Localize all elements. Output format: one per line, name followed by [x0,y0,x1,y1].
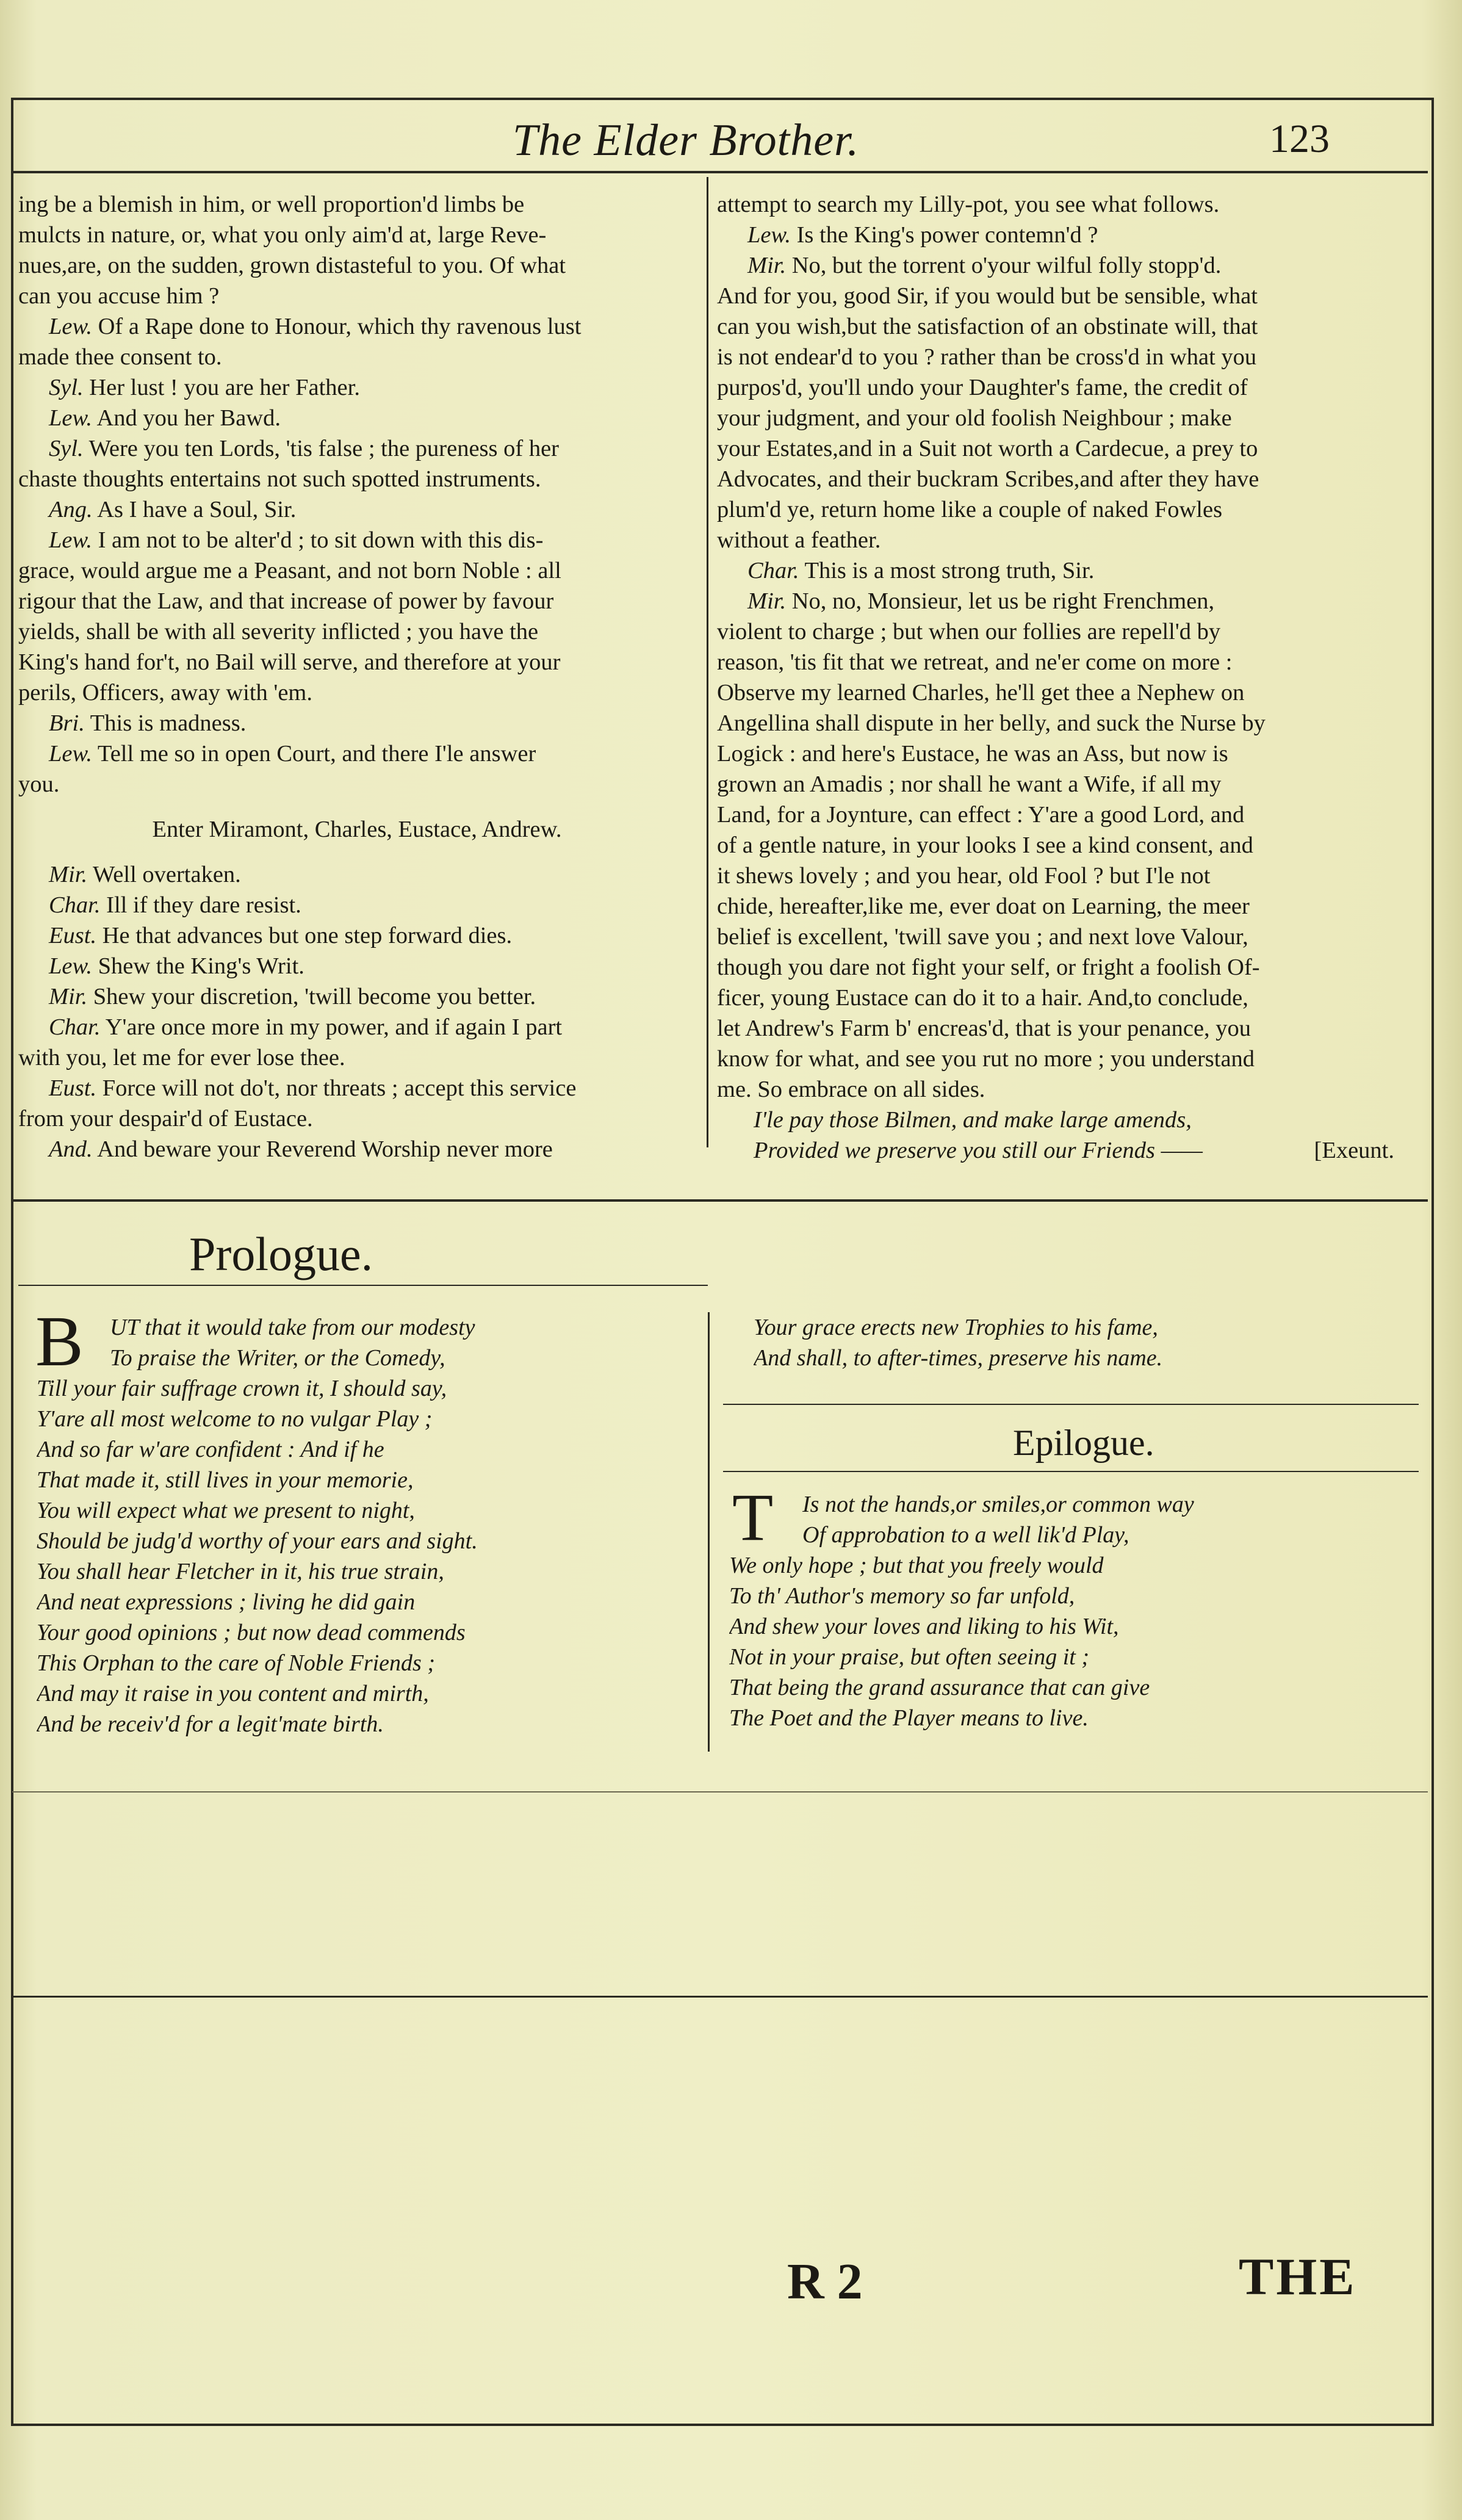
page-header [12,104,1428,171]
text-line: from your despair'd of Eustace. [18,1106,313,1132]
speaker-name: Mir. [747,588,787,614]
speaker-name: And. [49,1136,93,1162]
text-line: rigour that the Law, and that increase of power by favour [18,588,554,614]
speech-line [18,708,696,738]
verse-line: And may it raise in you content and mirth, [37,1681,429,1706]
speaker-name: Lew. [747,222,791,248]
faint-rule [12,1791,1428,1793]
text-line: Observe my learned Charles, he'll get thee a Nephew on [717,680,1245,706]
signature-mark: R 2 [787,2253,863,2310]
text-line: chaste thoughts entertains not such spotted instruments. [18,466,541,492]
verse-line: This Orphan to the care of Noble Friends ; [37,1650,435,1676]
verse-line: Not in your praise, but often seeing it ; [729,1644,1090,1670]
lower-rule [12,1996,1428,1998]
prologue-dropcap: B [35,1301,84,1381]
prologue-verse [35,1301,702,1739]
stage-direction: Enter Miramont, Charles, Eustace, Andrew. [152,817,562,842]
text-line: ficer, young Eustace can do it to a hair. And,to conclude, [717,985,1248,1011]
prologue-continued [754,1312,1419,1373]
speech-line [18,311,696,342]
speech-text: This is madness. [84,710,247,736]
verse-line: And neat expressions ; living he did gain [37,1589,416,1615]
speech-text: Ill if they dare resist. [100,892,301,918]
closing-couplet-line: I'le pay those Bilmen, and make large amends, [754,1107,1192,1133]
text-line: Land, for a Joynture, can effect : Y'are a good Lord, and [717,802,1245,828]
running-title: The Elder Brother. [513,115,860,165]
verse-line: You will expect what we present to night, [37,1498,415,1523]
verse-divider [708,1312,710,1752]
speech-line [18,890,696,920]
speech-text: Her lust ! you are her Father. [83,375,360,400]
text-line: grown an Amadis ; nor shall he want a Wife, if all my [717,771,1222,797]
speaker-name: Lew. [49,314,92,339]
text-line: it shews lovely ; and you hear, old Fool ? but I'le not [717,863,1211,889]
speech-text: Shew your discretion, 'twill become you better. [87,984,536,1009]
text-line: And for you, good Sir, if you would but be sensible, what [717,283,1258,309]
text-line: plum'd ye, return home like a couple of naked Fowles [717,497,1223,522]
speech-text: Y'are once more in my power, and if again I part [100,1014,563,1040]
speaker-name: Eust. [49,1075,97,1101]
speech-text: Of a Rape done to Honour, which thy ravenous lust [92,314,582,339]
speech-line [717,555,1394,586]
epilogue-rule [723,1471,1419,1472]
verse-line: You shall hear Fletcher in it, his true strain, [37,1559,444,1584]
speaker-name: Syl. [49,436,84,461]
verse-line: And be receiv'd for a legit'mate birth. [37,1711,384,1737]
speaker-name: Mir. [747,253,787,278]
right-column [717,189,1394,1166]
speech-text: Well overtaken. [87,862,241,887]
text-line: ing be a blemish in him, or well proportion'd limbs be [18,192,525,217]
verse-line: Is not the hands,or smiles,or common way [802,1492,1194,1517]
text-line: you. [18,771,60,797]
verse-line: Your grace erects new Trophies to his fame, [754,1315,1158,1340]
text-line: your judgment, and your old foolish Neighbour ; make [717,405,1232,431]
text-line: of a gentle nature, in your looks I see a kind consent, and [717,832,1253,858]
speech-text: And you her Bawd. [92,405,281,431]
verse-line: We only hope ; but that you freely would [729,1553,1104,1578]
left-column [18,189,696,1164]
speech-text: I am not to be alter'd ; to sit down with this dis- [92,527,544,553]
speech-text: He that advances but one step forward dies. [96,923,513,948]
speech-line [18,738,696,769]
epilogue-title: Epilogue. [1013,1423,1154,1463]
verse-line: To praise the Writer, or the Comedy, [110,1345,445,1371]
epilogue-verse [729,1480,1425,1733]
speech-line [18,951,696,981]
text-line: can you wish,but the satisfaction of an obstinate will, that [717,314,1258,339]
speech-text: Were you ten Lords, 'tis false ; the pureness of her [83,436,559,461]
text-line: Advocates, and their buckram Scribes,and after they have [717,466,1259,492]
speech-line [18,494,696,525]
speaker-name: Ang. [49,497,93,522]
verse-line: That being the grand assurance that can give [729,1675,1150,1700]
text-line: violent to charge ; but when our follies are repell'd by [717,619,1221,644]
text-line: let Andrew's Farm b' encreas'd, that is your penance, you [717,1016,1251,1041]
text-line: yields, shall be with all severity inflicted ; you have the [18,619,539,644]
verse-line: Of approbation to a well lik'd Play, [802,1522,1129,1548]
speaker-name: Lew. [49,405,92,431]
text-line: mulcts in nature, or, what you only aim'd at, large Reve- [18,222,547,248]
speech-line [18,981,696,1012]
closing-couplet-line: Provided we preserve you still our Friends —— [Exeunt. [717,1135,1394,1166]
speech-line [18,1073,696,1103]
speech-text: No, but the torrent o'your wilful folly stopp'd. [786,253,1222,278]
column-divider [707,177,708,1147]
speaker-name: Char. [49,1014,101,1040]
speaker-name: Lew. [49,953,92,979]
verse-line: The Poet and the Player means to live. [729,1705,1089,1731]
speech-text: And beware your Reverend Worship never more [92,1136,553,1162]
verse-line: And shall, to after-times, preserve his name. [754,1345,1163,1371]
text-line: made thee consent to. [18,344,222,370]
speech-line [18,1012,696,1042]
speech-line [717,586,1394,616]
section-rule [12,1199,1428,1202]
speaker-name: Char. [49,892,101,918]
text-line: without a feather. [717,527,881,553]
verse-line: And shew your loves and liking to his Wit, [729,1614,1119,1639]
epilogue-top-rule [723,1404,1419,1405]
text-line: can you accuse him ? [18,283,220,309]
speech-line [18,1134,696,1164]
speech-line [18,859,696,890]
speaker-name: Syl. [49,375,84,400]
speech-line [717,220,1394,250]
speech-text: Is the King's power contemn'd ? [790,222,1098,248]
header-rule [12,171,1428,173]
text-line: with you, let me for ever lose thee. [18,1045,345,1070]
speech-line [717,250,1394,281]
text-line: belief is excellent, 'twill save you ; and next love Valour, [717,924,1248,950]
verse-line: And so far w'are confident : And if he [37,1437,384,1462]
verse-line: To th' Author's memory so far unfold, [729,1583,1075,1609]
speech-text: As I have a Soul, Sir. [92,497,297,522]
speech-line [18,525,696,555]
epilogue-dropcap: T [732,1480,774,1554]
speaker-name: Mir. [49,984,88,1009]
text-line: though you dare not fight your self, or fright a foolish Of- [717,955,1260,980]
verse-line: That made it, still lives in your memorie, [37,1467,414,1493]
text-line: nues,are, on the sudden, grown distasteful to you. Of what [18,253,566,278]
page-number: 123 [1269,117,1330,161]
text-line: perils, Officers, away with 'em. [18,680,312,706]
speaker-name: Lew. [49,741,92,767]
text-line: grace, would argue me a Peasant, and not born Noble : all [18,558,561,583]
speaker-name: Bri. [49,710,85,736]
verse-line: Should be judg'd worthy of your ears and sight. [37,1528,478,1554]
text-line: Angellina shall dispute in her belly, and suck the Nurse by [717,710,1266,736]
speaker-name: Eust. [49,923,97,948]
text-line: King's hand for't, no Bail will serve, and therefore at your [18,649,561,675]
verse-line: Y'are all most welcome to no vulgar Play ; [37,1406,433,1432]
text-line: know for what, and see you rut no more ; you understand [717,1046,1255,1072]
speech-text: No, no, Monsieur, let us be right Frenchmen, [786,588,1215,614]
speech-line [18,372,696,403]
text-line: Logick : and here's Eustace, he was an Ass, but now is [717,741,1228,767]
speech-text: Shew the King's Writ. [92,953,304,979]
text-line: is not endear'd to you ? rather than be cross'd in what you [717,344,1257,370]
text-line: your Estates,and in a Suit not worth a Cardecue, a prey to [717,436,1258,461]
speaker-name: Lew. [49,527,92,553]
text-line: purpos'd, you'll undo your Daughter's fame, the credit of [717,375,1248,400]
speech-text: Force will not do't, nor threats ; accept this service [96,1075,577,1101]
speech-line [18,433,696,464]
text-line: attempt to search my Lilly-pot, you see what follows. [717,192,1220,217]
verse-line: Till your fair suffrage crown it, I should say, [37,1376,447,1401]
verse-line: UT that it would take from our modesty [110,1315,475,1340]
exeunt-direction: [Exeunt. [1314,1138,1394,1163]
speech-text: Tell me so in open Court, and there I'le answer [92,741,536,767]
speech-text: This is a most strong truth, Sir. [799,558,1095,583]
speaker-name: Char. [747,558,799,583]
speech-line [18,920,696,951]
prologue-title: Prologue. [189,1227,373,1280]
text-line: chide, hereafter,like me, ever doat on Learning, the meer [717,894,1250,919]
speech-line [18,403,696,433]
verse-line: Your good opinions ; but now dead commends [37,1620,466,1645]
prologue-rule [18,1285,708,1286]
catchword: THE [1239,2247,1357,2306]
text-line: me. So embrace on all sides. [717,1077,985,1102]
speaker-name: Mir. [49,862,88,887]
text-line: reason, 'tis fit that we retreat, and ne'er come on more : [717,649,1233,675]
